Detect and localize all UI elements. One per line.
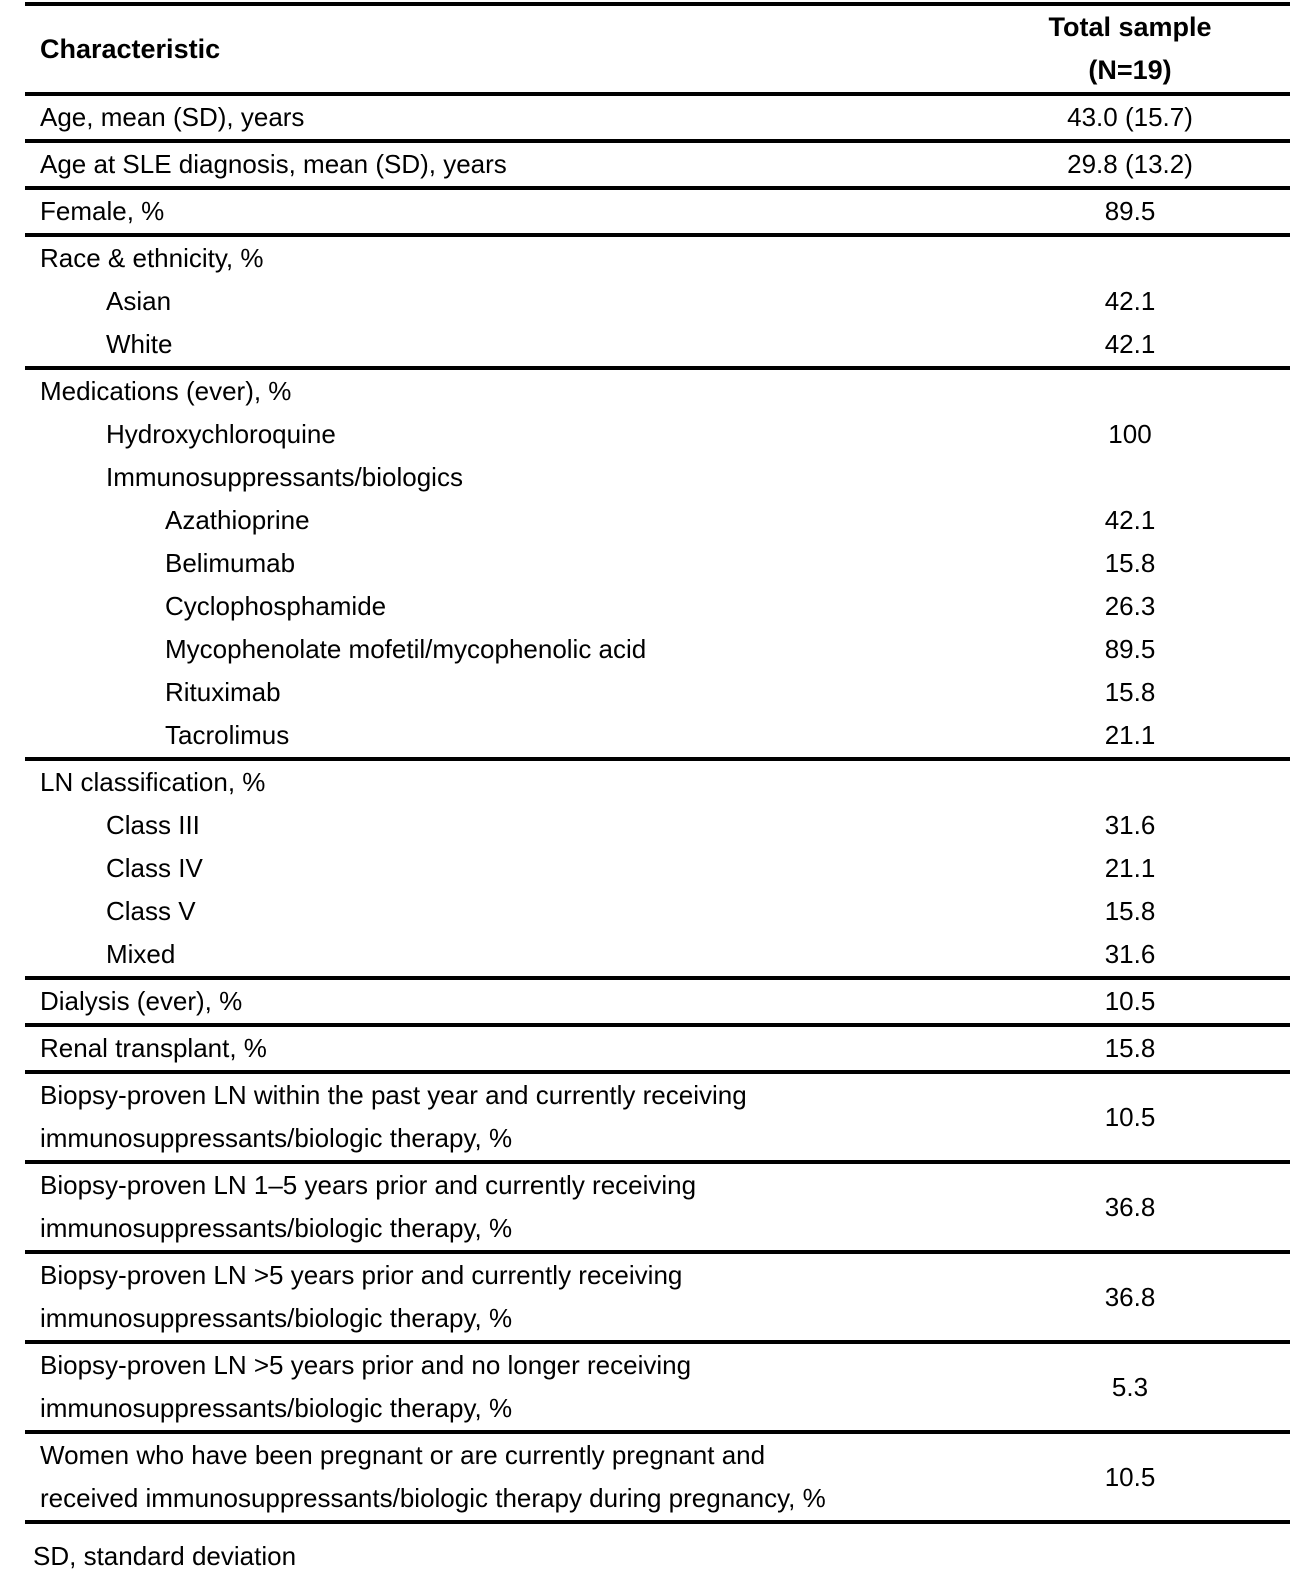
- row-value: 42.1: [1104, 329, 1156, 359]
- row-label: [25, 542, 970, 585]
- row-value: 100: [1108, 419, 1152, 449]
- row-label-line: Race & ethnicity, %: [40, 243, 264, 273]
- table-row: [25, 1164, 1290, 1254]
- table-footnote: SD, standard deviation: [33, 1541, 297, 1571]
- row-label: [25, 1027, 970, 1070]
- row-value: 36.8: [1104, 1191, 1156, 1222]
- row-label-line: Belimumab: [165, 548, 296, 578]
- column-header-total-sample-line1: Total sample: [1048, 12, 1212, 42]
- row-label: [25, 413, 970, 456]
- row-label-line: Biopsy-proven LN >5 years prior and no longer receiving: [40, 1350, 692, 1380]
- row-label-line: immunosuppressants/biologic therapy, %: [40, 1303, 513, 1333]
- row-value: 29.8 (13.2): [1067, 149, 1193, 179]
- row-value: 31.6: [1104, 810, 1156, 840]
- row-label: [25, 1434, 970, 1520]
- row-label-line: received immunosuppressants/biologic therapy during pregnancy, %: [40, 1483, 826, 1513]
- table-row: [25, 671, 1290, 714]
- row-label: [25, 323, 970, 366]
- row-value: 10.5: [1104, 1461, 1156, 1492]
- row-label-line: Class III: [106, 810, 200, 840]
- row-label: [25, 804, 970, 847]
- column-header-total-sample: [970, 6, 1290, 92]
- row-label-line: Biopsy-proven LN 1–5 years prior and currently receiving: [40, 1170, 697, 1200]
- table-row: [25, 280, 1290, 323]
- table-row: [25, 1027, 1290, 1074]
- row-label-line: Age, mean (SD), years: [40, 102, 305, 132]
- characteristics-table: [25, 2, 1290, 1524]
- table-row: [25, 761, 1290, 804]
- table-row: [25, 1434, 1290, 1524]
- row-value: 21.1: [1104, 853, 1156, 883]
- table-row: [25, 143, 1290, 190]
- table-header-row: [25, 6, 1290, 96]
- row-label-line: Hydroxychloroquine: [106, 419, 336, 449]
- row-label-line: Renal transplant, %: [40, 1033, 267, 1063]
- row-label: [25, 847, 970, 890]
- row-label: [25, 143, 970, 186]
- row-label: [25, 96, 970, 139]
- row-label: [25, 933, 970, 976]
- column-header-total-sample-line2: (N=19): [1088, 55, 1172, 85]
- row-value: 15.8: [1104, 677, 1156, 707]
- row-value: 15.8: [1104, 896, 1156, 926]
- row-label-line: Azathioprine: [165, 505, 310, 535]
- table-row: [25, 456, 1290, 499]
- row-value: 42.1: [1104, 505, 1156, 535]
- row-label: [25, 237, 970, 280]
- column-header-characteristic-label: Characteristic: [40, 33, 221, 64]
- row-label-line: Cyclophosphamide: [165, 591, 387, 621]
- row-label: [25, 761, 970, 804]
- row-label-line: Tacrolimus: [165, 720, 290, 750]
- table-row: [25, 413, 1290, 456]
- column-header-characteristic: [25, 28, 970, 71]
- row-label-line: Female, %: [40, 196, 165, 226]
- row-label-line: immunosuppressants/biologic therapy, %: [40, 1213, 513, 1243]
- row-value: 89.5: [1104, 634, 1156, 664]
- row-label: [25, 1344, 970, 1430]
- table-row: [25, 980, 1290, 1027]
- table-row: [25, 585, 1290, 628]
- row-value: 36.8: [1104, 1281, 1156, 1312]
- table-row: [25, 370, 1290, 413]
- row-label: [25, 370, 970, 413]
- table-row: [25, 96, 1290, 143]
- row-label-line: Class V: [106, 896, 196, 926]
- row-value: 26.3: [1104, 591, 1156, 621]
- table-row: [25, 933, 1290, 980]
- row-label: [25, 1254, 970, 1340]
- table-row: [25, 190, 1290, 237]
- row-label-line: Age at SLE diagnosis, mean (SD), years: [40, 149, 507, 179]
- row-value: 15.8: [1104, 1033, 1156, 1063]
- table-row: [25, 804, 1290, 847]
- row-label: [25, 628, 970, 671]
- row-label: [25, 890, 970, 933]
- row-label-line: LN classification, %: [40, 767, 266, 797]
- row-label: [25, 671, 970, 714]
- table-row: [25, 237, 1290, 280]
- table-row: [25, 323, 1290, 370]
- row-value: 21.1: [1104, 720, 1156, 750]
- table-row: [25, 1344, 1290, 1434]
- table-row: [25, 1254, 1290, 1344]
- row-label: [25, 280, 970, 323]
- row-value: 43.0 (15.7): [1067, 102, 1193, 132]
- row-value: 10.5: [1104, 986, 1156, 1016]
- row-label-line: Dialysis (ever), %: [40, 986, 243, 1016]
- row-value: 31.6: [1104, 939, 1156, 969]
- row-label: [25, 456, 970, 499]
- row-label-line: Biopsy-proven LN >5 years prior and currently receiving: [40, 1260, 683, 1290]
- row-label-line: Mixed: [106, 939, 176, 969]
- row-label-line: Women who have been pregnant or are currently pregnant and: [40, 1440, 766, 1470]
- table-row: [25, 890, 1290, 933]
- row-label-line: Immunosuppressants/biologics: [106, 462, 463, 492]
- row-label-line: White: [106, 329, 173, 359]
- row-value: 10.5: [1104, 1101, 1156, 1132]
- row-label: [25, 499, 970, 542]
- row-value: 89.5: [1104, 196, 1156, 226]
- row-label: [25, 1074, 970, 1160]
- row-label: [25, 714, 970, 757]
- table-row: [25, 1074, 1290, 1164]
- table-row: [25, 628, 1290, 671]
- row-label-line: Class IV: [106, 853, 203, 883]
- row-label: [25, 1164, 970, 1250]
- row-value: 15.8: [1104, 548, 1156, 578]
- row-label-line: Medications (ever), %: [40, 376, 292, 406]
- table-row: [25, 499, 1290, 542]
- row-label-line: Biopsy-proven LN within the past year and currently receiving: [40, 1080, 747, 1110]
- table-row: [25, 542, 1290, 585]
- table-body: [25, 96, 1290, 1524]
- row-value: 5.3: [1111, 1371, 1149, 1402]
- row-label-line: Rituximab: [165, 677, 281, 707]
- row-label: [25, 980, 970, 1023]
- table-row: [25, 714, 1290, 761]
- row-label-line: Mycophenolate mofetil/mycophenolic acid: [165, 634, 647, 664]
- table-row: [25, 847, 1290, 890]
- row-label-line: immunosuppressants/biologic therapy, %: [40, 1393, 513, 1423]
- row-label: [25, 585, 970, 628]
- row-label-line: immunosuppressants/biologic therapy, %: [40, 1123, 513, 1153]
- row-value: 42.1: [1104, 286, 1156, 316]
- row-label: [25, 190, 970, 233]
- row-label-line: Asian: [106, 286, 172, 316]
